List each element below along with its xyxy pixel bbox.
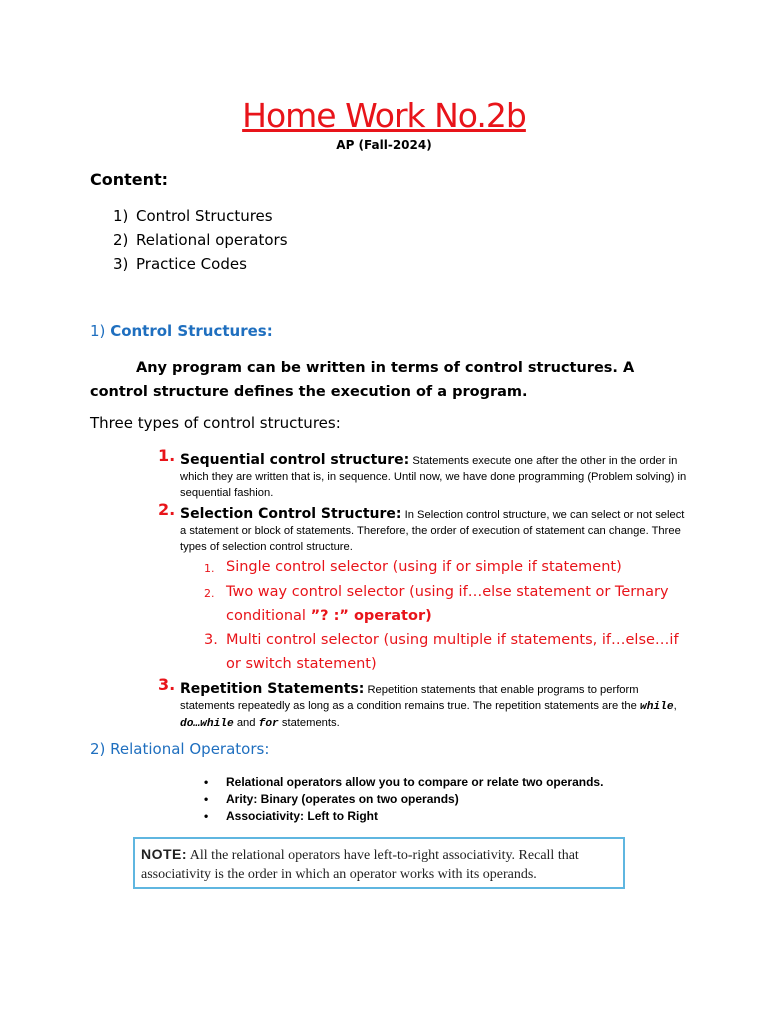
list-number: 2) <box>113 231 129 249</box>
section-heading-relational-operators: 2) Relational Operators: <box>90 740 270 758</box>
item-number: 1. <box>158 446 176 465</box>
separator: , <box>673 700 677 712</box>
item-number: 3. <box>158 675 176 694</box>
item-text: In Selection control structure, we can select or not select a statement or block of statements. Therefore, the order of execution of statement can change. Three types of selection control structure. <box>180 509 685 553</box>
sub-text-part: Two way control selector (using if…else statement or Ternary conditional <box>226 584 669 624</box>
note-text: All the relational operators have left-to-right associativity. Recall that associativity is the order in which an operator works with its operands. <box>141 848 579 882</box>
type-item-repetition <box>158 675 688 732</box>
list-label: Relational operators <box>136 231 288 249</box>
sub-text: Multi control selector (using multiple if statements, if…else…if or switch statement) <box>226 632 679 672</box>
content-list <box>113 204 288 276</box>
type-item-selection <box>158 500 688 555</box>
section-number: 1) <box>90 322 106 340</box>
keyword-for: for <box>258 718 279 730</box>
section-title: Control Structures: <box>110 322 273 340</box>
list-item: • Arity: Binary (operates on two operands) <box>204 791 603 808</box>
selection-type-two-way <box>204 580 684 628</box>
item-heading: Repetition Statements: <box>180 681 365 697</box>
sub-text: Single control selector (using if or simple if statement) <box>226 559 622 575</box>
document-subtitle: AP (Fall-2024) <box>336 138 432 152</box>
sub-text <box>226 580 684 628</box>
list-item <box>113 252 288 276</box>
keyword-do-while: do…while <box>180 718 234 730</box>
selection-type-multi <box>204 628 684 676</box>
list-item <box>113 204 288 228</box>
sub-number: 2. <box>204 587 215 600</box>
item-number: 2. <box>158 500 176 519</box>
relational-bullets <box>204 774 603 825</box>
section-heading-control-structures <box>90 322 273 340</box>
item-text: Repetition statements that enable programs to perform statements repeatedly as long as a condition remains true. The repetition statements are the <box>180 684 640 712</box>
list-item <box>113 228 288 252</box>
types-line: Three types of control structures: <box>90 414 341 432</box>
document-title: Home Work No.2b <box>242 96 526 135</box>
intro-paragraph: Any program can be written in terms of control structures. A control structure defines the execution of a program. <box>90 360 635 400</box>
item-text-end: statements. <box>278 717 340 729</box>
list-number: 1) <box>113 207 129 225</box>
ternary-operator: ”? :” operator) <box>310 608 432 624</box>
list-label: Control Structures <box>136 207 273 225</box>
list-label: Practice Codes <box>136 255 247 273</box>
separator: and <box>233 717 259 729</box>
list-item: • Relational operators allow you to compare or relate two operands. <box>204 774 603 791</box>
sub-number: 1. <box>204 562 215 575</box>
item-heading: Sequential control structure: <box>180 452 410 468</box>
type-item-sequential <box>158 446 688 501</box>
keyword-while: while <box>639 701 674 713</box>
item-text: Statements execute one after the other in the order in which they are written that is, in sequence. Until now, we have done programming (Problem solving) in sequential fashion. <box>180 455 687 499</box>
list-number: 3) <box>113 255 129 273</box>
item-heading: Selection Control Structure: <box>180 506 402 522</box>
selection-type-single <box>204 555 684 579</box>
content-heading: Content: <box>90 170 169 189</box>
note-label: NOTE: <box>141 846 188 862</box>
sub-number: 3. <box>204 632 218 648</box>
note-box <box>133 837 625 889</box>
list-item: • Associativity: Left to Right <box>204 808 603 825</box>
